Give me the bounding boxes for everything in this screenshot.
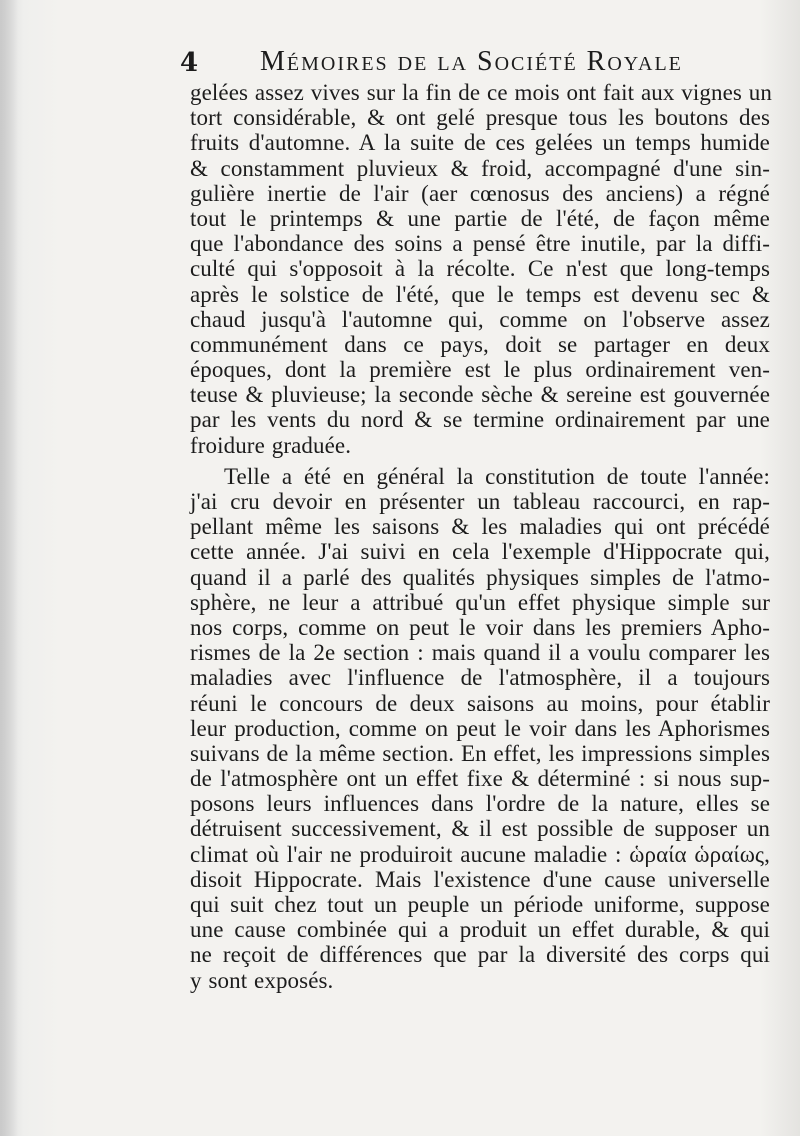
- text-line: tout le printemps & une partie de l'été, de façon même: [190, 205, 770, 231]
- text-line: par les vents du nord & se termine ordinairement par une: [190, 407, 770, 433]
- text-line: climat où l'air ne produiroit aucune maladie : ὡραία ὡραίως,: [190, 841, 770, 867]
- text-line: culté qui s'opposoit à la récolte. Ce n'est que long-temps: [190, 256, 770, 282]
- text-line: tort considérable, & ont gelé presque tous les boutons des: [190, 105, 770, 131]
- text-line: posons leurs influences dans l'ordre de la nature, elles se: [190, 791, 770, 817]
- page-gutter-shadow: [0, 0, 18, 1136]
- text-line: teuse & pluvieuse; la seconde sèche & sereine est gouvernée: [190, 382, 770, 408]
- text-line: maladies avec l'influence de l'atmosphère, il a toujours: [190, 665, 770, 691]
- text-line: communément dans ce pays, doit se partager en deux: [190, 331, 770, 357]
- text-line: de l'atmosphère ont un effet fixe & déterminé : si nous sup-: [190, 766, 770, 792]
- paragraph-1: [190, 80, 773, 458]
- text-line: disoit Hippocrate. Mais l'existence d'une cause universelle: [190, 866, 770, 892]
- page-header: [180, 44, 780, 84]
- text-line: gulière inertie de l'air (aer cœnosus des anciens) a régné: [190, 180, 770, 206]
- text-line: quand il a parlé des qualités physiques simples de l'atmo-: [190, 564, 770, 590]
- text-line: sphère, ne leur a attribué qu'un effet physique simple sur: [190, 589, 770, 615]
- text-line: époques, dont la première est le plus ordinairement ven-: [190, 357, 770, 383]
- text-line: ne reçoit de différences que par la diversité des corps qui: [190, 942, 770, 968]
- text-line: cette année. J'ai suivi en cela l'exemple d'Hippocrate qui,: [190, 539, 770, 565]
- text-line: réuni le concours de deux saisons au moins, pour établir: [190, 690, 770, 716]
- text-line: fruits d'automne. A la suite de ces gelées un temps humide: [190, 130, 770, 156]
- text-line: qui suit chez tout un peuple un période uniforme, suppose: [190, 892, 770, 917]
- text-line: après le solstice de l'été, que le temps est devenu sec &: [190, 281, 770, 307]
- text-line: détruisent successivement, & il est possible de supposer un: [190, 816, 770, 842]
- text-line: & constamment pluvieux & froid, accompagné d'une sin-: [190, 155, 770, 181]
- page-number: 4: [180, 48, 199, 78]
- body-text: [190, 80, 773, 993]
- text-line: suivans de la même section. En effet, les impressions simples: [190, 740, 770, 766]
- text-line: que l'abondance des soins a pensé être inutile, par la diffi-: [190, 231, 770, 257]
- paragraph-2: [190, 464, 770, 993]
- text-line: pellant même les saisons & les maladies qui ont précédé: [190, 514, 770, 540]
- text-line: rismes de la 2e section : mais quand il a voulu comparer les: [190, 640, 770, 666]
- text-line: y sont exposés.: [190, 967, 334, 993]
- text-line: leur production, comme on peut le voir dans les Aphorismes: [190, 715, 770, 741]
- text-line: chaud jusqu'à l'automne qui, comme on l'observe assez: [190, 306, 770, 332]
- text-line: froidure graduée.: [190, 432, 352, 458]
- running-head: Mémoires de la Société Royale: [260, 46, 683, 77]
- text-line: nos corps, comme on peut le voir dans les premiers Apho-: [190, 614, 770, 640]
- text-line: gelées assez vives sur la fin de ce mois ont fait aux vignes un: [190, 80, 773, 105]
- text-line: j'ai cru devoir en présenter un tableau raccourci, en rap-: [190, 489, 770, 514]
- text-line: une cause combinée qui a produit un effet durable, & qui: [190, 917, 770, 943]
- text-line: Telle a été en général la constitution de toute l'année:: [224, 463, 770, 489]
